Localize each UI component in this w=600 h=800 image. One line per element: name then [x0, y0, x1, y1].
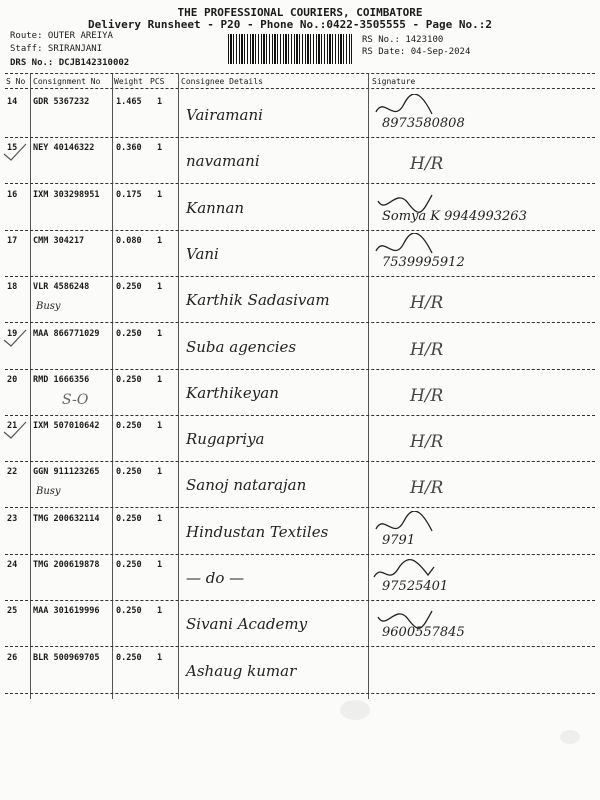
row-signature-text: H/R [410, 478, 444, 498]
row-consignment: MAA 301619996 [33, 606, 100, 616]
row-pcs: 1 [157, 190, 163, 200]
row-sno: 18 [7, 282, 18, 292]
row-sno: 19 [7, 329, 18, 339]
row-consignment: CMM 304217 [33, 236, 85, 246]
col-header-pcs: PCS [150, 77, 165, 86]
row-consignment: TMG 200632114 [33, 514, 100, 524]
checkmark-icon [2, 142, 28, 164]
row-weight: 0.360 [116, 143, 142, 153]
row-signature-text: 97525401 [382, 579, 449, 594]
table-row [0, 416, 600, 462]
row-weight: 1.465 [116, 97, 142, 107]
row-signature-text: 7539995912 [382, 255, 465, 270]
row-consignee-handwritten: Kannan [186, 199, 245, 217]
table-row [0, 555, 600, 601]
row-weight: 0.250 [116, 606, 142, 616]
rs-date: RS Date: 04-Sep-2024 [362, 47, 471, 57]
row-sno: 25 [7, 606, 18, 616]
row-pcs: 1 [157, 606, 163, 616]
row-weight: 0.250 [116, 653, 142, 663]
row-signature-text: 8973580808 [382, 116, 465, 131]
scan-blot [340, 700, 370, 720]
row-consignment: NEY 40146322 [33, 143, 95, 153]
row-weight: 0.080 [116, 236, 142, 246]
row-pcs: 1 [157, 143, 163, 153]
row-signature-text: H/R [410, 154, 444, 174]
row-consignee-handwritten: Vairamani [186, 106, 263, 124]
row-consignee-handwritten: Ashaug kumar [186, 662, 297, 680]
staff-label: Staff: SRIRANJANI [10, 44, 103, 54]
row-consignment: IXM 507010642 [33, 421, 100, 431]
row-sno: 16 [7, 190, 18, 200]
col-header-signature: Signature [372, 77, 416, 86]
row-consignment: TMG 200619878 [33, 560, 100, 570]
row-handwritten-note: Busy [36, 301, 61, 312]
row-sno: 14 [7, 97, 18, 107]
row-pcs: 1 [157, 467, 163, 477]
table-row [0, 462, 600, 508]
row-signature-text: H/R [410, 386, 444, 406]
row-consignee-handwritten: Karthik Sadasivam [186, 291, 330, 309]
drs-number: DRS No.: DCJB142310002 [10, 58, 130, 68]
col-header-consignee: Consignee Details [181, 77, 263, 86]
row-consignee-handwritten: navamani [186, 152, 260, 170]
col-header-consignment: Consignment No [33, 77, 101, 86]
row-pcs: 1 [157, 282, 163, 292]
row-weight: 0.250 [116, 467, 142, 477]
row-signature-text: 9600557845 [382, 625, 465, 640]
row-consignment: IXM 303298951 [33, 190, 100, 200]
row-consignee-handwritten: Sanoj natarajan [186, 476, 307, 494]
col-header-sno: S No [6, 77, 26, 86]
table-row [0, 231, 600, 277]
row-pcs: 1 [157, 375, 163, 385]
row-pcs: 1 [157, 421, 163, 431]
table-row [0, 277, 600, 323]
row-weight: 0.250 [116, 514, 142, 524]
page-title: THE PROFESSIONAL COURIERS, COIMBATORE [177, 6, 423, 19]
col-header-weight: Weight [114, 77, 143, 86]
row-weight: 0.250 [116, 329, 142, 339]
row-weight: 0.250 [116, 375, 142, 385]
table-row [0, 92, 600, 138]
row-sno: 20 [7, 375, 18, 385]
table-row [0, 324, 600, 370]
row-consignment: RMD 1666356 [33, 375, 90, 385]
checkmark-icon [2, 420, 28, 442]
row-sno: 21 [7, 421, 18, 431]
row-sno: 23 [7, 514, 18, 524]
route-label: Route: OUTER AREIYA [10, 31, 113, 41]
row-signature-text: 9791 [382, 533, 416, 548]
table-row [0, 601, 600, 647]
row-divider [5, 693, 595, 694]
header-rule-bottom [5, 88, 595, 89]
row-consignee-handwritten: — do — [186, 569, 245, 587]
rs-number: RS No.: 1423100 [362, 35, 444, 45]
row-signature-text: H/R [410, 293, 444, 313]
table-row [0, 648, 600, 694]
row-sno: 24 [7, 560, 18, 570]
row-sno: 15 [7, 143, 18, 153]
row-pcs: 1 [157, 653, 163, 663]
row-signature-text: Somya K 9944993263 [382, 209, 527, 224]
scan-blot [560, 730, 580, 744]
row-consignment: GGN 911123265 [33, 467, 100, 477]
row-consignment: MAA 866771029 [33, 329, 100, 339]
table-row [0, 138, 600, 184]
row-pcs: 1 [157, 560, 163, 570]
row-consignee-handwritten: Sivani Academy [186, 615, 308, 633]
row-consignee-handwritten: Vani [186, 245, 219, 263]
row-handwritten-note: S-O [62, 392, 89, 408]
row-signature-text: H/R [410, 432, 444, 452]
table-row [0, 185, 600, 231]
table-row [0, 370, 600, 416]
row-weight: 0.250 [116, 282, 142, 292]
row-consignment: VLR 4586248 [33, 282, 90, 292]
row-sno: 17 [7, 236, 18, 246]
row-pcs: 1 [157, 514, 163, 524]
row-pcs: 1 [157, 329, 163, 339]
table-row [0, 509, 600, 555]
row-consignment: BLR 500969705 [33, 653, 100, 663]
row-consignee-handwritten: Suba agencies [186, 338, 297, 356]
row-sno: 26 [7, 653, 18, 663]
row-weight: 0.175 [116, 190, 142, 200]
row-pcs: 1 [157, 97, 163, 107]
header-rule-top [5, 73, 595, 74]
runsheet-subtitle: Delivery Runsheet - P20 - Phone No.:0422-3505555 - Page No.:2 [88, 18, 492, 31]
checkmark-icon [2, 328, 28, 350]
row-sno: 22 [7, 467, 18, 477]
row-weight: 0.250 [116, 421, 142, 431]
row-signature-text: H/R [410, 340, 444, 360]
row-consignee-handwritten: Karthikeyan [186, 384, 279, 402]
row-consignment: GDR 5367232 [33, 97, 90, 107]
row-consignee-handwritten: Rugapriya [186, 430, 265, 448]
barcode-image [228, 34, 352, 64]
row-consignee-handwritten: Hindustan Textiles [186, 523, 329, 541]
row-handwritten-note: Busy [36, 486, 61, 497]
row-weight: 0.250 [116, 560, 142, 570]
row-pcs: 1 [157, 236, 163, 246]
